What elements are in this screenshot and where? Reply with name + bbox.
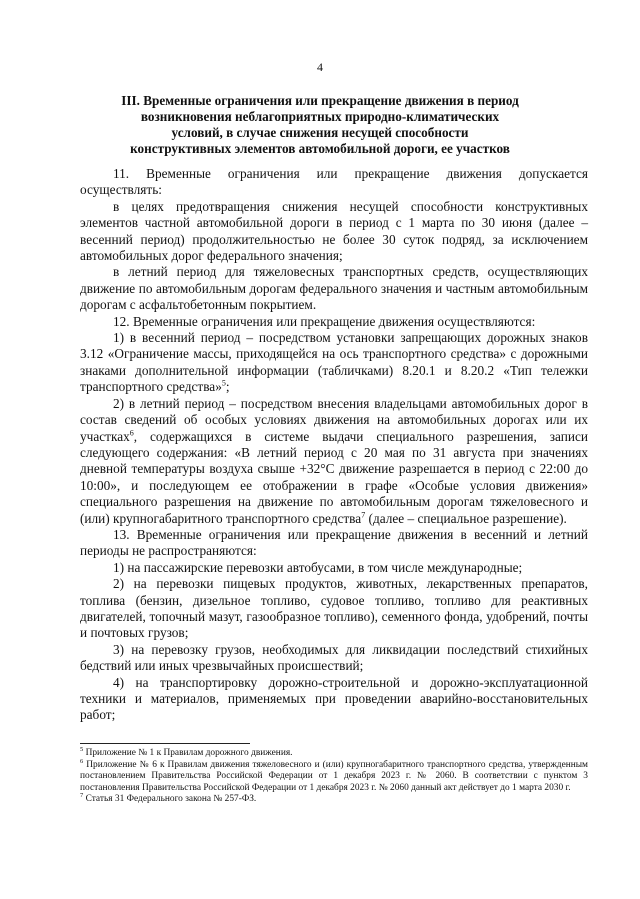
footnote-text: Приложение № 1 к Правилам дорожного движения. [83, 748, 293, 758]
heading-line: условий, в случае снижения несущей способности [171, 125, 469, 140]
paragraph-text: 2) в летний период – посредством внесения владельцами автомобильных дорог в состав сведений об особых условиях движения на автомобильных дорогах или их участках [80, 395, 588, 444]
paragraph-13-item-3: 3) на перевозку грузов, необходимых для ликвидации последствий стихийных бедствий или иных чрезвычайных происшествий; [80, 641, 588, 674]
heading-line: возникновения неблагоприятных природно-климатических [140, 109, 500, 124]
footnote-6 [80, 757, 588, 795]
footnote-ref: 5 [221, 378, 226, 388]
footnote-divider [80, 743, 250, 744]
footnote-mark: 7 [80, 791, 84, 799]
paragraph-11-summer: в летний период для тяжеловесных транспортных средств, осуществляющих движение по автомобильным дорогам федерального значения и частным автомобильным дорогам с асфальтобетонным покрытием. [80, 264, 588, 313]
footnote-mark: 6 [80, 757, 84, 765]
footnote-mark: 5 [80, 745, 84, 753]
footnote-ref: 6 [129, 428, 134, 438]
paragraph-13-item-2: 2) на перевозки пищевых продуктов, животных, лекарственных препаратов, топлива (бензин, дизельное топливо, судовое топливо, топливо для реактивных двигателей, топочный мазут, газообразное топливо), семенного фонда, удобрений, почты и почтовых грузов; [80, 576, 588, 641]
paragraph-text: (далее – специальное разрешение). [365, 510, 567, 526]
paragraph-text: 1) в весенний период – посредством установки запрещающих дорожных знаков 3.12 «Ограничение массы, приходящейся на ось транспортного средства» с дорожными знаками дополнительной информации (табличками) 8.20.1 и 8.20.2 «Тип тележки транспортного средства» [80, 330, 588, 395]
footnote-text: Приложение № 6 к Правилам движения тяжеловесного и (или) крупногабаритного транспортного средства, утвержденным постановлением Правительства Российской Федерации от 1 декабря 2023 г. № 2060. В соответствии с пунктом 3 постановления Правительства Российской Федерации от 1 декабря 2023 г. № 2060 данный акт действует до 1 марта 2030 г. [80, 759, 588, 793]
heading-line: конструктивных элементов автомобильной дороги, ее участков [130, 141, 510, 156]
footnotes [80, 745, 588, 806]
paragraph-text: ; [225, 379, 230, 395]
paragraph-12-item-1 [80, 330, 588, 396]
heading-line: III. Временные ограничения или прекращение движения в период [121, 93, 519, 108]
footnote-7 [80, 791, 588, 806]
footnote-5 [80, 745, 588, 760]
paragraph-13-item-4: 4) на транспортировку дорожно-строительной и дорожно-эксплуатационной техники и материалов, применяемых при проведении аварийно-восстановительных работ; [80, 674, 588, 723]
paragraph-11-spring: в целях предотвращения снижения несущей способности конструктивных элементов частной автомобильной дороги в период с 1 марта по 30 июня (далее – весенний период) продолжительностью не более 30 суток подряд, за исключением автомобильных дорог федерального значения; [80, 198, 588, 264]
paragraph-12: 12. Временные ограничения или прекращение движения осуществляются: [113, 313, 536, 329]
paragraph-11: 11. Временные ограничения или прекращение движения допускается осуществлять: [80, 166, 588, 198]
paragraph-12-item-2 [80, 396, 588, 527]
body-text [80, 166, 588, 724]
paragraph-13-item-1: 1) на пассажирские перевозки автобусами, в том числе международные; [113, 559, 523, 575]
paragraph-text: , содержащихся в системе выдачи специального разрешения, записи следующего содержания: «В летний период с 20 мая по 31 августа при значениях дневной температуры воздуха свыше +32°С движение разрешается в период с 22:00 до 10:00», и последующем ее отображении в графе «Особые условия движения» специального разрешения на движение по автомобильным дорогам тяжеловесного и (или) крупногабаритного транспортного средства [80, 428, 588, 526]
footnote-text: Статья 31 Федерального закона № 257-ФЗ. [83, 794, 257, 804]
page-number: 4 [317, 60, 323, 74]
footnote-ref: 7 [361, 510, 366, 520]
paragraph-13: 13. Временные ограничения или прекращение движения в весенний и летний периоды не распространяются: [80, 526, 588, 559]
section-heading [70, 93, 570, 157]
